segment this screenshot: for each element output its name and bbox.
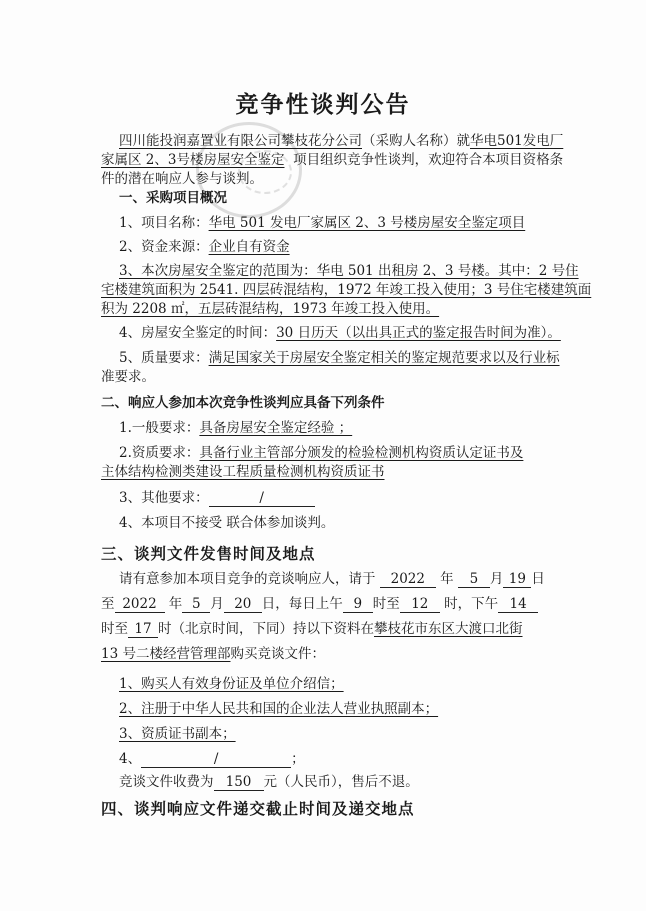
pm-start: 14	[498, 596, 538, 613]
doc-1: 1、购买人有效身份证及单位介绍信；	[119, 676, 344, 692]
item-2	[119, 238, 290, 257]
end-day: 20	[224, 596, 262, 613]
doc4-end: ；	[291, 751, 305, 767]
sale-line-3	[101, 620, 523, 639]
req-3	[119, 489, 315, 508]
doc4-value: /	[141, 751, 291, 768]
section2-heading: 二、响应人参加本次竞争性谈判应具备下列条件	[101, 395, 385, 411]
req1-label: 1.一般要求：	[119, 420, 200, 436]
item3-line3: 积为 2208 ㎡，五层砖混结构，1973 年竣工投入使用。	[101, 301, 440, 317]
req2-line2: 主体结构检测类建设工程质量检测机构资质证书	[101, 464, 385, 480]
fee-value: 150	[214, 774, 264, 791]
sale-text: 请有意参加本项目竞争的竞谈响应人，请于	[119, 571, 376, 587]
project-name-part1: 华电501发电厂	[470, 133, 564, 149]
month-char: 月	[489, 571, 504, 587]
month-char-2: 月	[210, 596, 224, 612]
intro-line-1	[119, 132, 563, 151]
fee-line	[119, 773, 419, 792]
item5-value: 满足国家关于房屋安全鉴定相关的鉴定规范要求以及行业标	[208, 350, 560, 366]
item2-value: 企业自有资金	[208, 239, 290, 255]
item5-line2: 准要求。	[101, 369, 155, 385]
item-4	[119, 324, 561, 343]
doc-4	[119, 750, 305, 769]
pm-text: 时，下午	[444, 596, 499, 612]
start-month: 5	[458, 571, 490, 588]
sale-line-2	[101, 595, 538, 614]
section4-heading: 四、谈判响应文件递交截止时间及递交地点	[101, 799, 415, 818]
project-name-part2: 家属区 2、3号楼房屋安全鉴定	[101, 152, 285, 168]
item-1	[119, 214, 525, 233]
intro-line-2	[101, 151, 563, 170]
section3-heading: 三、谈判文件发售时间及地点	[101, 544, 316, 563]
doc-2: 2、注册于中华人民共和国的企业法人营业执照副本；	[119, 701, 439, 717]
item3-line1: 3、本次房屋安全鉴定的范围为：华电 501 出租房 2、3 号楼。其中：2 号住	[119, 263, 579, 279]
req-2	[119, 444, 523, 463]
pm-to-text: 时至	[101, 621, 128, 637]
sale-location-2: 13 号二楼经营管理部	[101, 646, 231, 662]
year-char-2: 年	[168, 596, 183, 612]
day-char: 日	[531, 571, 545, 587]
am-start: 9	[343, 596, 373, 613]
sale-line-1	[119, 570, 545, 589]
req2-label: 2.资质要求：	[119, 445, 200, 461]
sale-location-1: 攀枝花市东区大渡口北街	[374, 621, 523, 637]
am-end: 12	[400, 596, 440, 613]
item4-label: 4、房屋安全鉴定的时间：	[119, 325, 277, 341]
doc4-label: 4、	[119, 751, 142, 767]
item2-label: 2、资金来源：	[119, 239, 209, 255]
item1-value: 华电 501 发电厂家属区 2、3 号楼房屋安全鉴定项目	[208, 215, 526, 231]
item3-line2: 宅楼建筑面积为 2541. 四层砖混结构，1972 年竣工投入使用；3 号住宅楼建筑面	[101, 282, 592, 298]
item4-value: 30 日历天（以出具正式的鉴定报告时间为准）。	[276, 325, 561, 341]
buyer-name: 四川能投润嘉置业有限公司攀枝花分公司	[119, 133, 362, 149]
req-1	[119, 419, 352, 438]
sale-line-4	[101, 645, 325, 664]
item1-label: 1、项目名称：	[119, 215, 209, 231]
fee-text-2: 元（人民币），售后不退。	[263, 774, 419, 790]
start-year: 2022	[380, 571, 436, 588]
to-char: 至	[101, 596, 115, 612]
after-time-text: 时（北京时间，下同）持以下资料在	[158, 621, 374, 637]
start-day: 19	[503, 571, 531, 588]
doc-3: 3、资质证书副本；	[119, 726, 236, 742]
end-year: 2022	[115, 596, 165, 613]
fee-text: 竞谈文件收费为	[119, 774, 214, 790]
item5-label: 5、质量要求：	[119, 350, 209, 366]
intro-text: （采购人名称）就	[362, 133, 470, 149]
req1-value: 具备房屋安全鉴定经验 ；	[199, 420, 353, 436]
year-char: 年	[440, 571, 454, 587]
hour-to-text: 时至	[372, 596, 400, 612]
req3-label: 3、其他要求：	[119, 490, 209, 506]
daily-am-text: 日，每日上午	[261, 596, 343, 612]
req3-value: /	[209, 490, 315, 507]
req2-value: 具备行业主管部分颁发的检验检测机构资质认定证书及	[199, 445, 524, 461]
buy-text: 购买竞谈文件：	[230, 646, 325, 662]
end-month: 5	[182, 596, 210, 613]
intro-line-3: 件的潜在响应人参与谈判。	[101, 171, 263, 187]
section1-heading: 一、采购项目概况	[119, 190, 227, 206]
intro-text-2: 项目组织竞争性谈判，欢迎符合本项目资格条	[293, 152, 564, 168]
item-5	[119, 349, 560, 368]
req-4: 4、本项目不接受 联合体参加谈判。	[119, 515, 335, 531]
page-title: 竞争性谈判公告	[235, 91, 411, 118]
pm-end: 17	[128, 621, 158, 638]
